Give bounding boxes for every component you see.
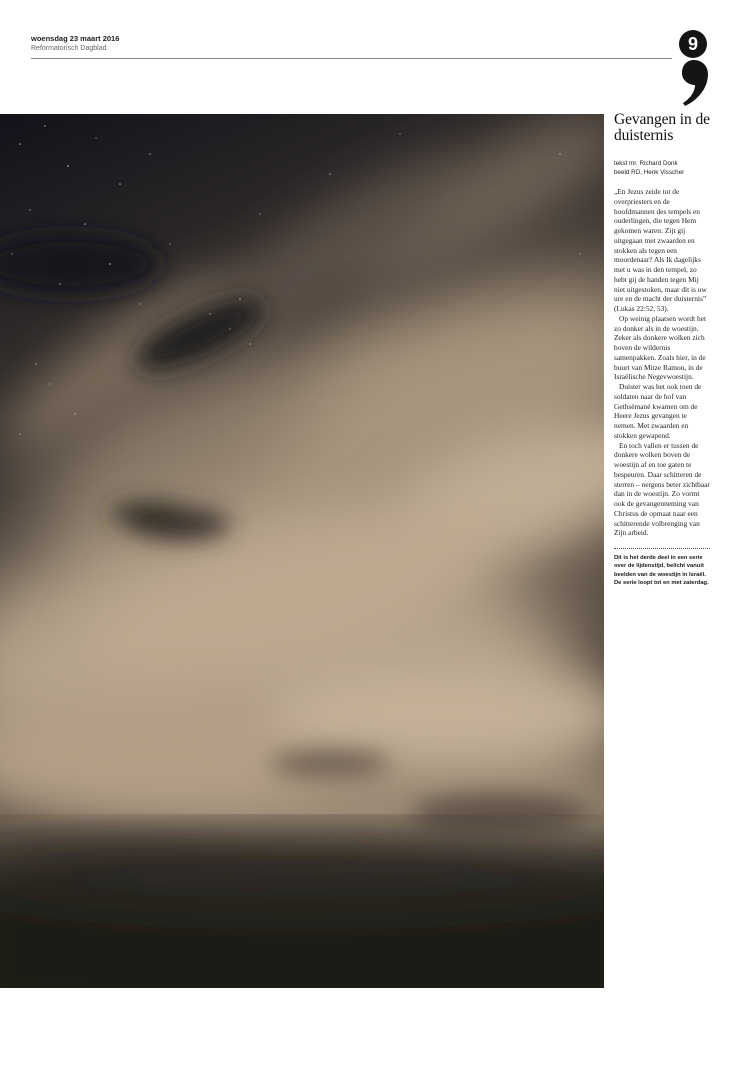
body-paragraph: Op weinig plaatsen wordt het zo donker als in de woestijn. Zeker als donkere wolken zich boven de wildernis samenpakken. Zoals hier, in de buurt van Mitze Ramon, in de Israëlische Negevwoestijn. bbox=[614, 313, 707, 382]
body-paragraph: En toch vallen er tussen de donkere wolken boven de woestijn af en toe gaten te bespeuren. Daar schitteren de sterren – nergens beter zichtbaar dan in de woestijn. Zo vormt ook de gevangenneming van Christus de opmaat naar een schitterende volbrenging van Zijn arbeid. bbox=[614, 440, 710, 538]
header-date: woensdag 23 maart 2016 bbox=[31, 34, 120, 43]
credit-image: beeld RD, Henk Visscher bbox=[614, 169, 685, 176]
body-paragraph: Duister was het ook toen de soldaten naar de hof van Gethsémané kwamen om de Heere Jezus gevangen te nemen. Met zwaarden en stokken gewapend. bbox=[614, 382, 702, 440]
credit-text: tekst mr. Richard Donk bbox=[614, 160, 678, 167]
article-sidebar bbox=[614, 112, 710, 588]
article-headline: Gevangen in de duisternis bbox=[614, 111, 710, 144]
series-note: Dit is het derde deel in een serie over de lijdenstijd, belicht vanuit beelden van de woestijn in Israël. De serie loopt tot en met zaterdag. bbox=[614, 555, 709, 587]
article-credits bbox=[614, 159, 710, 177]
article-body bbox=[614, 187, 710, 538]
dotted-divider bbox=[614, 548, 710, 549]
night-sky-clouds-image bbox=[0, 114, 604, 988]
header-paper-name: Reformatorisch Dagblad bbox=[31, 45, 107, 52]
comma-mark-icon bbox=[680, 58, 710, 108]
header-rule bbox=[31, 58, 672, 59]
page-number: 9 bbox=[679, 30, 707, 58]
article-photo bbox=[0, 114, 604, 988]
body-paragraph: „En Jezus zeide tot de overpriesters en de hoofdmannen des tempels en ouderlingen, die tegen Hem gekomen waren: Zijt gij uitgegaan met zwaarden en stokken als tegen een moordenaar? Als Ik dagelijks met u was in den tempel, zo hebt gij de handen tegen Mij niet uitgestoken, maar dit is uw ure en de macht der duisternis” (Lukas 22:52, 53). bbox=[614, 187, 707, 313]
